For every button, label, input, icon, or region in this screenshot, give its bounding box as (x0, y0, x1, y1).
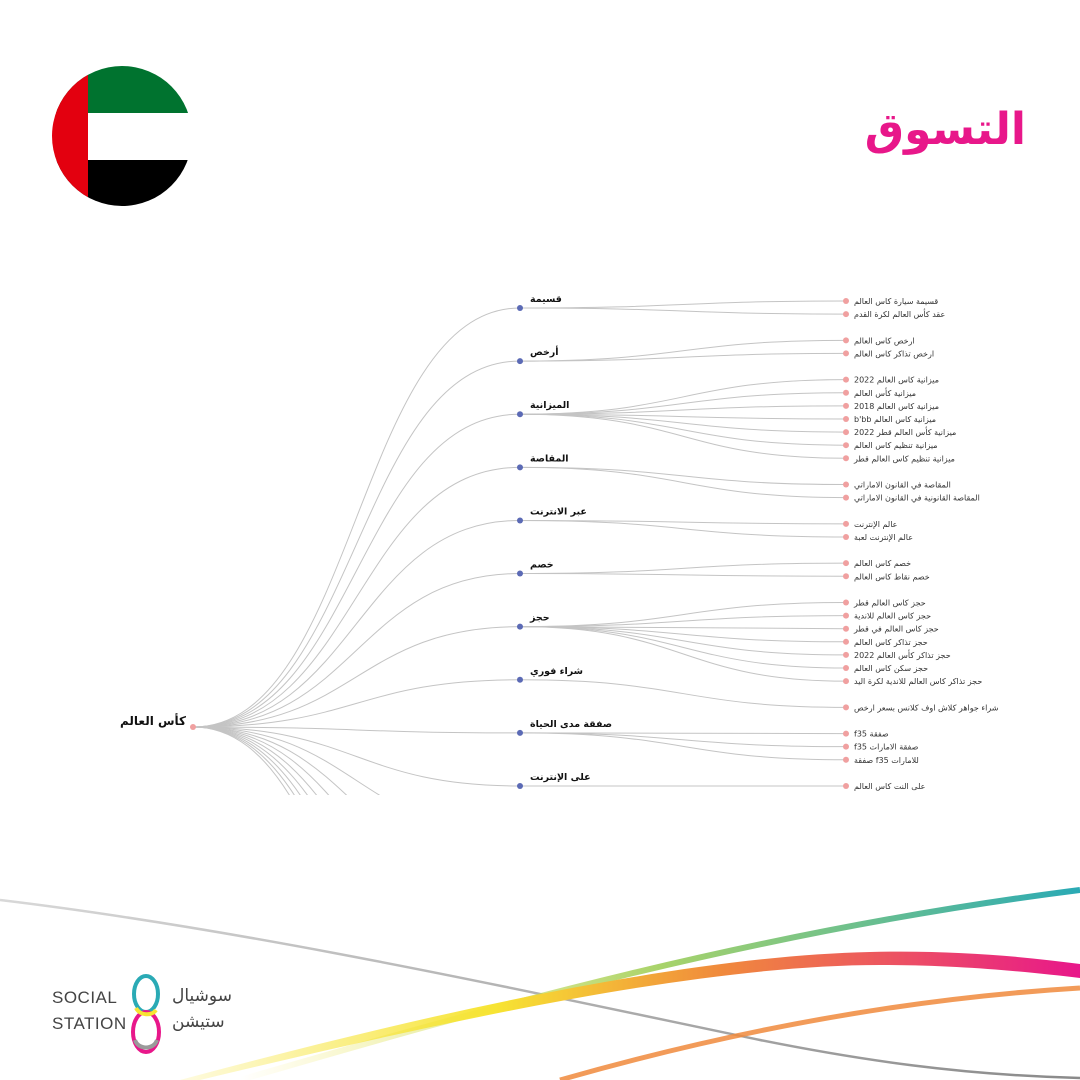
branch-label: حجز (530, 612, 550, 624)
leaf-label: قسيمة سيارة كاس العالم (854, 297, 939, 306)
leaf-node (843, 377, 849, 383)
leaf-label: عقد كأس العالم لكرة القدم (854, 310, 946, 320)
leaf-label: صفقة الامارات f35 (854, 742, 919, 752)
branch-node (517, 677, 523, 683)
branch-label: الميزانية (530, 400, 570, 412)
branch-node (517, 411, 523, 417)
branch-label: خصم (530, 559, 554, 571)
leaf-label: خصم كاس العالم (854, 559, 912, 569)
wave-orange (560, 988, 1080, 1080)
leaf-node (843, 704, 849, 710)
root-branch-link (193, 520, 520, 727)
leaf-node (843, 298, 849, 304)
branch-label: قسيمة (530, 294, 562, 305)
logo-text-ar-1: سوشيال (172, 986, 232, 1006)
leaf-label: ميزانية تنظيم كاس العالم (854, 441, 938, 451)
leaf-label: شراء جواهر كلاش اوف كلانس بسعر ارخص (854, 703, 999, 713)
branch-node (517, 517, 523, 523)
leaf-label: ميزانية تنظيم كاس العالم قطر (854, 454, 955, 464)
leaf-node (843, 665, 849, 671)
branch-leaf-link (520, 467, 846, 484)
root-branch-link (193, 727, 520, 882)
leaf-label: حجز كاس العالم قطر (854, 598, 926, 608)
leaf-label: ميزانية كاس العالم 2022 (854, 375, 939, 385)
leaf-label: حجز كاس العالم في قطر (854, 624, 939, 634)
branch-label: أرخص (530, 347, 559, 359)
leaf-node (843, 350, 849, 356)
leaf-node (843, 311, 849, 317)
branch-leaf-link (520, 680, 846, 708)
leaf-node (843, 442, 849, 448)
leaf-node (843, 337, 849, 343)
leaf-node (843, 626, 849, 632)
leaf-node (843, 455, 849, 461)
leaf-node (843, 521, 849, 527)
leaf-label: للامارات f35 صفقة (854, 755, 919, 765)
branch-node (517, 783, 523, 789)
leaf-label: خصم نقاط كاس العالم (854, 572, 930, 582)
leaf-node (843, 744, 849, 750)
leaf-label: حجز تذاكر كاس العالم للاندية لكرة اليد (854, 677, 983, 687)
logo-text-station: STATION (52, 1014, 127, 1033)
branch-leaf-link (520, 414, 846, 458)
leaf-node (843, 783, 849, 789)
leaf-node (843, 482, 849, 488)
leaf-node (843, 495, 849, 501)
leaf-node (843, 652, 849, 658)
leaf-node (843, 613, 849, 619)
leaf-node (843, 403, 849, 409)
root-label: كأس العالم (120, 714, 187, 728)
branch-leaf-link (520, 520, 846, 537)
leaf-label: ميزانية كأس العالم قطر 2022 (854, 428, 957, 438)
branch-leaf-link (520, 616, 846, 627)
root-branch-link (193, 727, 520, 834)
leaf-node (843, 757, 849, 763)
logo-text-ar-2: ستيشن (172, 1012, 225, 1032)
leaf-label: عالم الإنترنت لعبة (854, 532, 913, 542)
leaf-node (843, 390, 849, 396)
leaf-node (843, 639, 849, 645)
root-branch-link (193, 414, 520, 727)
leaf-node (843, 560, 849, 566)
leaf-node (843, 416, 849, 422)
leaf-node (843, 731, 849, 737)
root-branch-link (193, 308, 520, 727)
branch-node (517, 358, 523, 364)
leaf-label: المقاصة القانونية في القانون الاماراتي (854, 493, 980, 503)
leaf-label: ميزانية كاس العالم 2018 (854, 401, 939, 411)
branch-leaf-link (520, 627, 846, 668)
branch-label: المقاصة (530, 453, 569, 465)
infinity-eight-icon (126, 970, 166, 1058)
leaf-label: عالم الإنترنت (854, 519, 898, 529)
branch-label: صفقة مدى الحياة (530, 718, 613, 730)
branch-leaf-link (520, 574, 846, 577)
branch-leaf-link (520, 301, 846, 308)
leaf-node (843, 429, 849, 435)
branch-leaf-link (520, 467, 846, 497)
root-branch-link (193, 467, 520, 727)
social-station-logo (52, 966, 252, 1058)
branch-node (517, 571, 523, 577)
leaf-node (843, 573, 849, 579)
leaf-label: ارخص تذاكر كاس العالم (854, 349, 935, 359)
leaf-label: على النت كاس العالم (854, 782, 926, 791)
leaf-label: صفقة f35 (854, 729, 889, 739)
branch-node (517, 464, 523, 470)
branch-leaf-link (520, 602, 846, 626)
leaf-label: حجز كاس العالم للاندية (854, 611, 932, 621)
page-title: التسوق (864, 104, 1026, 155)
leaf-node (843, 534, 849, 540)
leaf-label: حجز سكن كاس العالم (854, 664, 929, 674)
root-node (190, 724, 196, 730)
branch-leaf-link (520, 733, 846, 747)
leaf-label: حجز تذاكر كأس العالم 2022 (854, 650, 951, 660)
branch-node (517, 305, 523, 311)
logo-text-social: SOCIAL (52, 988, 118, 1007)
branch-label: شراء فوري (530, 665, 584, 677)
branch-node (517, 624, 523, 630)
leaf-node (843, 599, 849, 605)
branch-leaf-link (520, 308, 846, 314)
leaf-label: ميزانية كاس العالم b'bb (854, 414, 937, 424)
branch-leaf-link (520, 563, 846, 573)
branch-label: على الإنترنت (530, 772, 591, 783)
branch-label: عبر الانترنت (530, 506, 587, 518)
leaf-node (843, 678, 849, 684)
leaf-label: حجز تذاكر كاس العالم (854, 637, 928, 647)
leaf-label: ارخص كاس العالم (854, 336, 915, 346)
leaf-label: ميزانية كأس العالم (854, 388, 917, 398)
branch-leaf-link (520, 340, 846, 361)
root-branch-link (193, 361, 520, 727)
leaf-label: المقاصة في القانون الاماراتي (854, 480, 951, 490)
branch-node (517, 730, 523, 736)
